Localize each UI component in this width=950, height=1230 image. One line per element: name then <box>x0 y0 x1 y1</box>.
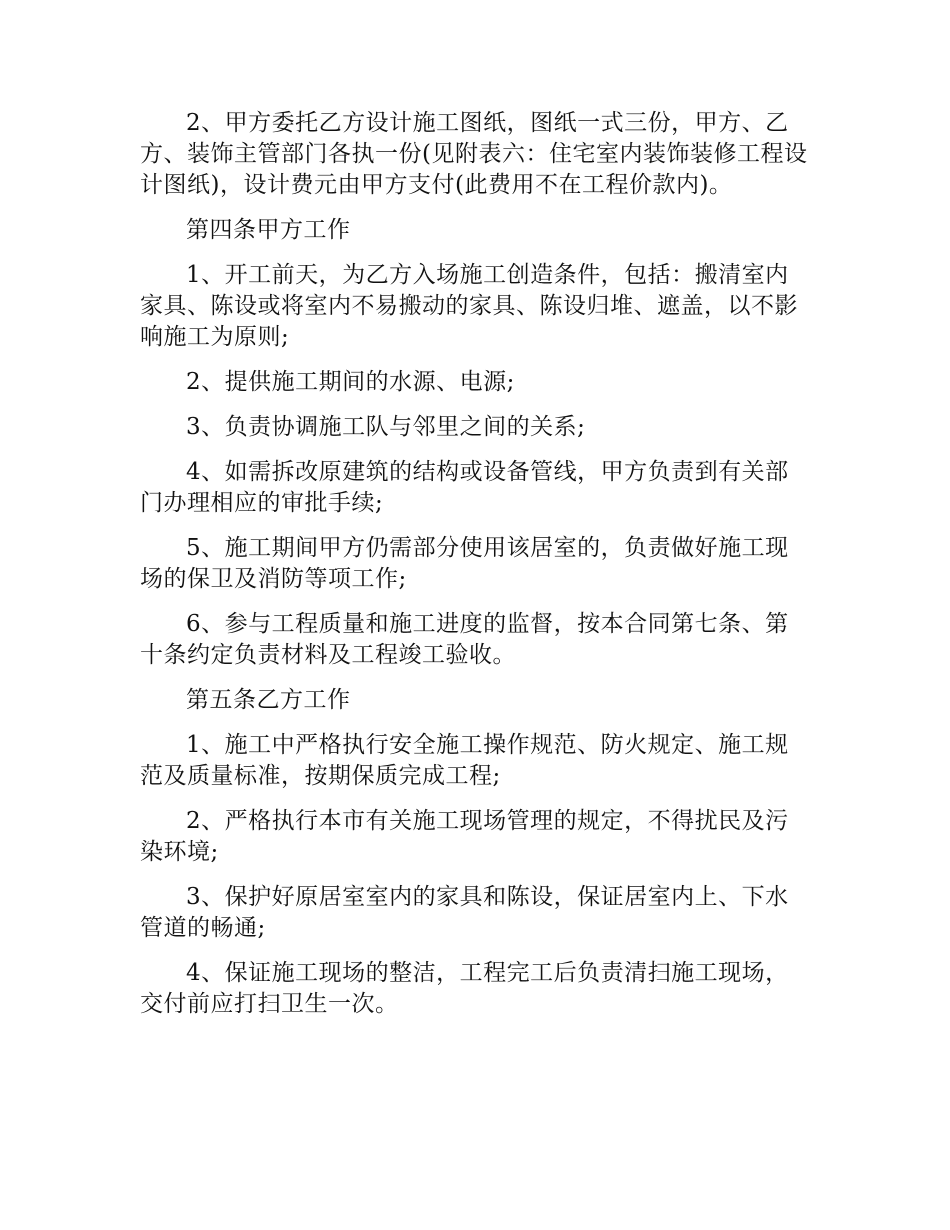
clause-b-1: 1、施工中严格执行安全施工操作规范、防火规定、施工规范及质量标准，按期保质完成工程; <box>140 732 789 789</box>
clause-a-1: 1、开工前天，为乙方入场施工创造条件，包括：搬清室内家具、陈设或将室内不易搬动的家具、陈设归堆、遮盖，以不影响施工为原则; <box>140 262 798 350</box>
clause-a-5: 5、施工期间甲方仍需部分使用该居室的，负责做好施工现场的保卫及消防等项工作; <box>140 535 789 592</box>
section-heading-party-b-duties: 第五条乙方工作 <box>186 687 351 713</box>
clause-design-drawings: 2、甲方委托乙方设计施工图纸，图纸一式三份，甲方、乙方、装饰主管部门各执一份(见附表六：住宅室内装饰装修工程设计图纸)，设计费元由甲方支付(此费用不在工程价款内)。 <box>140 110 808 198</box>
clause-b-4: 4、保证施工现场的整洁，工程完工后负责清扫施工现场，交付前应打扫卫生一次。 <box>140 960 789 1017</box>
clause-a-6: 6、参与工程质量和施工进度的监督，按本合同第七条、第十条约定负责材料及工程竣工验收。 <box>140 611 789 668</box>
clause-a-4: 4、如需拆改原建筑的结构或设备管线，甲方负责到有关部门办理相应的审批手续; <box>140 459 789 516</box>
clause-b-3: 3、保护好原居室室内的家具和陈设，保证居室内上、下水管道的畅通; <box>140 884 789 941</box>
clause-b-2: 2、严格执行本市有关施工现场管理的规定，不得扰民及污染环境; <box>140 808 789 865</box>
clause-a-2: 2、提供施工期间的水源、电源; <box>186 369 515 395</box>
section-heading-party-a-duties: 第四条甲方工作 <box>186 217 351 243</box>
clause-a-3: 3、负责协调施工队与邻里之间的关系; <box>186 414 586 440</box>
